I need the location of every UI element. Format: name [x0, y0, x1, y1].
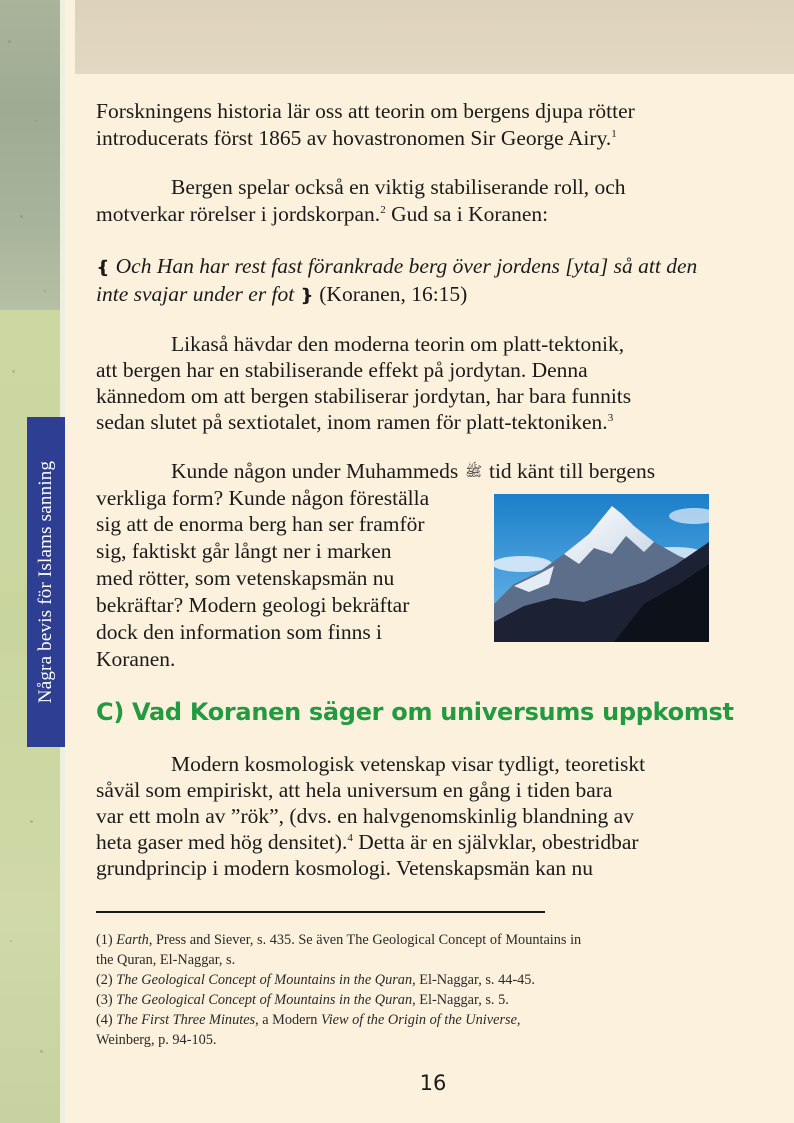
paragraph-3-line-1: Likaså hävdar den moderna teorin om platt-tektonik,	[171, 332, 625, 356]
footnote-4	[96, 1010, 521, 1030]
footnote-number: (3)	[96, 992, 117, 1008]
paragraph-1-line-1: Forskningens historia lär oss att teorin om bergens djupa rötter	[96, 99, 635, 123]
footnote-number: (1)	[96, 932, 117, 948]
paragraph-3-line-3: kännedom om att bergen stabiliserar jordytan, har bara funnits	[96, 384, 632, 408]
honorific-icon: ﷺ	[465, 465, 483, 480]
quran-quote-line-2	[96, 281, 467, 309]
paragraph-4-line-7: dock den information som finns i	[96, 620, 383, 644]
paragraph-4-line-6: bekräftar? Modern geologi bekräftar	[96, 593, 410, 617]
footnote-title: View of the Origin of the Universe,	[321, 1012, 521, 1028]
quran-quote-line-1	[96, 253, 697, 281]
section-heading: C) Vad Koranen säger om universums uppkomst	[96, 698, 734, 726]
side-title-text: Några bevis för Islams sanning	[35, 460, 56, 704]
footnote-3	[96, 990, 509, 1010]
page-number: 16	[419, 1071, 447, 1095]
paragraph-2-line-2	[96, 201, 548, 228]
quote-reference: (Koranen, 16:15)	[319, 282, 468, 306]
paragraph-4-line-3: sig att de enorma berg han ser framför	[96, 512, 425, 536]
footnote-number: (4)	[96, 1012, 117, 1028]
footnote-text: , El-Naggar, s. 44-45.	[412, 972, 535, 988]
footnote-title: Earth	[116, 932, 149, 948]
paragraph-3-line-4	[96, 409, 613, 436]
text-run: heta gaser med hög densitet).	[96, 830, 348, 854]
text-run: introducerats först 1865 av hovastronomen Sir George Airy.	[96, 126, 612, 150]
paragraph-4-line-8: Koranen.	[96, 647, 176, 671]
quote-close-bracket-icon: ❵	[299, 286, 314, 305]
footnote-text: , El-Naggar, s. 5.	[412, 992, 509, 1008]
footnote-ref-2[interactable]: 2	[380, 204, 386, 216]
quote-text: Och Han har rest fast förankrade berg över jordens [yta] så att den	[115, 254, 698, 278]
text-run: tid känt till bergens	[488, 459, 656, 483]
mountain-photo	[494, 494, 709, 642]
texture-speck	[35, 120, 37, 122]
text-run: motverkar rörelser i jordskorpan.	[96, 202, 381, 226]
footnote-number: (2)	[96, 972, 117, 988]
paragraph-4-line-2: verkliga form? Kunde någon föreställa	[96, 486, 430, 510]
paragraph-4-line-5: med rötter, som vetenskapsmän nu	[96, 566, 395, 590]
texture-speck	[30, 820, 33, 823]
footnote-1-continued: the Quran, El-Naggar, s.	[96, 952, 236, 968]
footnote-4-continued: Weinberg, p. 94-105.	[96, 1032, 217, 1048]
paragraph-1-line-2	[96, 125, 617, 152]
footnote-text: , a Modern	[255, 1012, 322, 1028]
text-run: Gud sa i Koranen:	[385, 202, 549, 226]
footnote-divider	[96, 911, 545, 913]
quote-text: inte svajar under er fot	[96, 282, 295, 306]
footnote-title: The First Three Minutes	[116, 1012, 256, 1028]
top-header-band	[75, 0, 794, 74]
footnote-text: , Press and Siever, s. 435. Se även The Geological Concept of Mountains in	[148, 932, 582, 948]
paragraph-5-line-1: Modern kosmologisk vetenskap visar tydligt, teoretiskt	[171, 752, 646, 776]
paragraph-5-line-5: grundprincip i modern kosmologi. Vetenskapsmän kan nu	[96, 856, 594, 880]
footnote-ref-3[interactable]: 3	[607, 412, 614, 424]
footnote-ref-1[interactable]: 1	[611, 128, 617, 140]
paragraph-4-line-1	[171, 458, 655, 486]
texture-speck	[8, 40, 11, 43]
texture-speck	[44, 290, 46, 292]
texture-speck	[40, 1050, 43, 1053]
texture-speck	[12, 370, 15, 373]
paragraph-2-line-1: Bergen spelar också en viktig stabiliserande roll, och	[171, 175, 626, 199]
paragraph-5-line-3: var ett moln av ”rök”, (dvs. en halvgenomskinlig blandning av	[96, 804, 634, 828]
footnote-title: The Geological Concept of Mountains in the Quran	[116, 972, 413, 988]
paragraph-4-line-4: sig, faktiskt går långt ner i marken	[96, 539, 392, 563]
texture-speck	[10, 940, 12, 942]
mountain-illustration	[494, 494, 709, 642]
text-run: sedan slutet på sextiotalet, inom ramen för platt-tektoniken.	[96, 410, 608, 434]
text-run: Kunde någon under Muhammeds	[171, 459, 459, 483]
footnote-2	[96, 970, 535, 990]
texture-speck	[20, 215, 23, 218]
paragraph-5-line-2: såväl som empiriskt, att hela universum en gång i tiden bara	[96, 778, 613, 802]
paragraph-3-line-2: att bergen har en stabiliserande effekt på jordytan. Denna	[96, 358, 588, 382]
text-run: Detta är en självklar, obestridbar	[352, 830, 639, 854]
footnote-1	[96, 930, 581, 950]
quote-open-bracket-icon: ❴	[96, 258, 111, 277]
strip-gray-green-section	[0, 0, 65, 310]
paragraph-5-line-4	[96, 829, 639, 856]
footnote-title: The Geological Concept of Mountains in the Quran	[116, 992, 413, 1008]
footnote-ref-4[interactable]: 4	[347, 832, 353, 844]
